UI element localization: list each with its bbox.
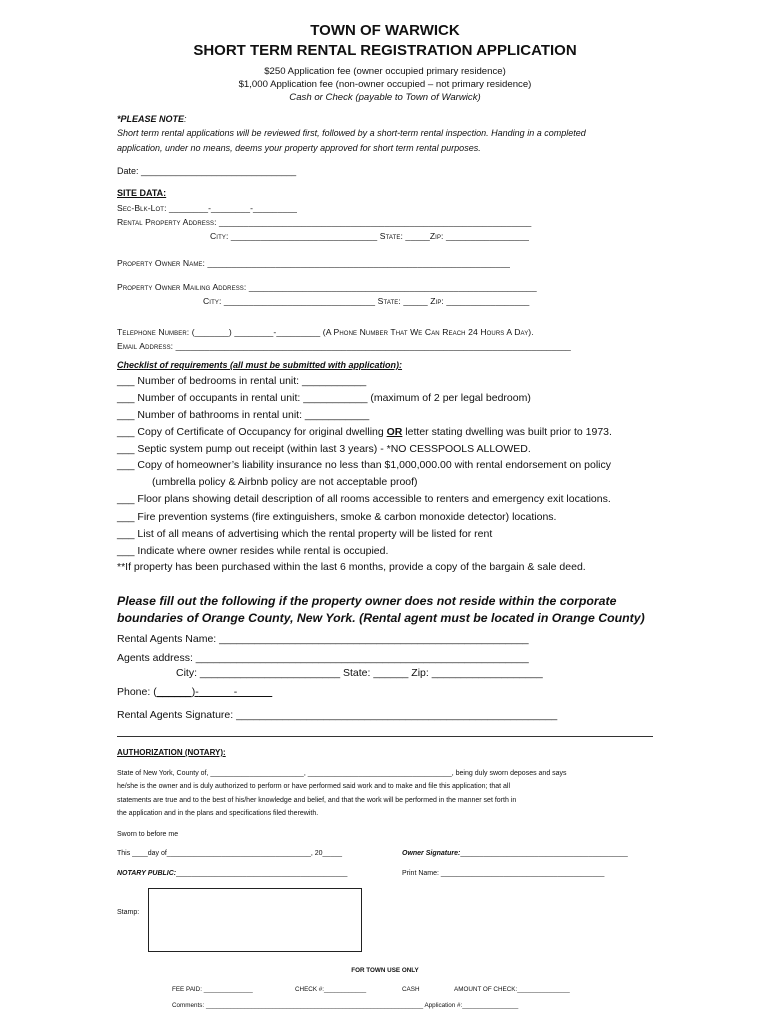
owner-signature-line: ___________________________________________ bbox=[460, 850, 628, 857]
notary-paragraph-line-4: the application and in the plans and specifications filed therewith. bbox=[117, 810, 319, 817]
agent-address-field[interactable]: Agents address: _________________________________________________________ bbox=[117, 652, 529, 664]
checklist-item-certificate-of-occupancy[interactable] bbox=[117, 426, 612, 438]
notary-paragraph-line-3: statements are true and to the best of his/her knowledge and belief, and that the work will be performed in the manner set forth in bbox=[117, 797, 517, 804]
cash-field[interactable]: CASH bbox=[402, 986, 420, 993]
telephone-field[interactable]: Telephone Number: (_______) ________-_________ (A Phone Number That We Can Reach 24 Hours A Day). bbox=[117, 327, 534, 337]
rental-city-state-zip-field[interactable]: City: ______________________________ State: _____Zip: _________________ bbox=[210, 231, 529, 241]
checklist-item-insurance[interactable]: ___ Copy of homeowner’s liability insurance no less than $1,000,000.00 with rental endorsement on policy bbox=[117, 459, 611, 471]
agent-name-field[interactable]: Rental Agents Name: _____________________________________________________ bbox=[117, 633, 529, 645]
site-data-heading: SITE DATA: bbox=[117, 188, 167, 198]
note-line-1: Short term rental applications will be reviewed first, followed by a short-term rental inspection. Handing in a completed bbox=[117, 128, 586, 138]
form-title: SHORT TERM RENTAL REGISTRATION APPLICATION bbox=[193, 42, 577, 59]
email-field[interactable]: Email Address: _________________________________________________________________________________ bbox=[117, 341, 571, 351]
notary-public-line: ____________________________________________ bbox=[176, 870, 348, 877]
checklist-item-advertising[interactable]: ___ List of all means of advertising which the rental property will be listed for rent bbox=[117, 528, 493, 540]
town-use-heading: FOR TOWN USE ONLY bbox=[351, 967, 419, 974]
note-label bbox=[117, 114, 187, 124]
agent-phone-prefix: Phone: ( bbox=[117, 686, 157, 698]
note-colon: : bbox=[184, 114, 187, 124]
checklist-deed-note: **If property has been purchased within the last 6 months, provide a copy of the bargain & sale deed. bbox=[117, 561, 586, 573]
checklist-item-owner-residence[interactable]: ___ Indicate where owner resides while rental is occupied. bbox=[117, 545, 389, 557]
checklist-item-bathrooms[interactable]: ___ Number of bathrooms in rental unit: ___________ bbox=[117, 409, 370, 421]
sec-blk-lot-field[interactable]: Sec-Blk-Lot: ________-________-_________ bbox=[117, 203, 297, 213]
agent-city-state-zip-field[interactable]: City: ________________________ State: ______ Zip: ___________________ bbox=[176, 667, 543, 679]
checklist-item-occupants[interactable]: ___ Number of occupants in rental unit: ___________ (maximum of 2 per legal bedroom) bbox=[117, 392, 531, 404]
co-or-emphasis: OR bbox=[386, 426, 403, 438]
notary-public-label: NOTARY PUBLIC: bbox=[117, 870, 177, 877]
check-number-field[interactable]: CHECK #:____________ bbox=[295, 986, 367, 993]
agent-heading-line-2: boundaries of Orange County, New York. (Rental agent must be located in Orange County) bbox=[117, 611, 645, 625]
agent-phone-field[interactable] bbox=[117, 686, 272, 698]
notary-paragraph-line-2: he/she is the owner and is duly authorized to perform or have performed said work and to make and file this application; that all bbox=[117, 783, 510, 790]
fee-non-owner-occupied: $1,000 Application fee (non-owner occupied – not primary residence) bbox=[238, 79, 532, 90]
fee-paid-field[interactable]: FEE PAID: ______________ bbox=[172, 986, 253, 993]
notary-paragraph-line-1[interactable]: State of New York, County of, ________________________, _____________________________________, being duly sworn deposes and says bbox=[117, 770, 567, 777]
co-text-b: letter stating dwelling was built prior to 1973. bbox=[402, 426, 612, 438]
owner-mailing-address-field[interactable]: Property Owner Mailing Address: ___________________________________________________________ bbox=[117, 282, 537, 292]
checklist-item-floor-plans[interactable]: ___ Floor plans showing detail description of all rooms accessible to renters and emergency exit locations. bbox=[117, 493, 611, 505]
section-divider bbox=[117, 736, 653, 737]
owner-name-field[interactable]: Property Owner Name: ______________________________________________________________ bbox=[117, 258, 511, 268]
checklist-item-fire-prevention[interactable]: ___ Fire prevention systems (fire extinguishers, smoke & carbon monoxide detector) locations. bbox=[117, 511, 557, 523]
note-label-text: *PLEASE NOTE bbox=[117, 114, 185, 124]
owner-signature-field[interactable] bbox=[402, 850, 628, 857]
checklist-item-insurance-note: (umbrella policy & Airbnb policy are not acceptable proof) bbox=[152, 476, 418, 488]
checklist-item-bedrooms[interactable]: ___ Number of bedrooms in rental unit: ___________ bbox=[117, 375, 367, 387]
print-name-field[interactable]: Print Name: __________________________________________ bbox=[402, 870, 605, 877]
sworn-date-field[interactable]: This ____day of_____________________________________, 20_____ bbox=[117, 850, 342, 857]
page-title: TOWN OF WARWICK bbox=[310, 22, 460, 39]
stamp-label: Stamp: bbox=[117, 909, 140, 916]
checklist-heading: Checklist of requirements (all must be submitted with application): bbox=[117, 360, 403, 370]
stamp-box[interactable] bbox=[148, 888, 362, 952]
date-field[interactable]: Date: _______________________________ bbox=[117, 166, 297, 176]
agent-signature-field[interactable]: Rental Agents Signature: _______________________________________________________ bbox=[117, 709, 558, 721]
fee-owner-occupied: $250 Application fee (owner occupied primary residence) bbox=[264, 66, 506, 77]
sworn-text: Sworn to before me bbox=[117, 831, 179, 838]
checklist-item-septic[interactable]: ___ Septic system pump out receipt (within last 3 years) - *NO CESSPOOLS ALLOWED. bbox=[117, 443, 531, 455]
notary-public-field[interactable] bbox=[117, 870, 347, 877]
agent-heading-line-1: Please fill out the following if the property owner does not reside within the corporate bbox=[117, 594, 617, 608]
rental-address-field[interactable]: Rental Property Address: ________________________________________________________________ bbox=[117, 217, 532, 227]
notary-heading: AUTHORIZATION (NOTARY): bbox=[117, 748, 226, 757]
agent-phone-number: - bbox=[198, 686, 273, 698]
payment-method: Cash or Check (payable to Town of Warwick) bbox=[289, 92, 481, 103]
co-text-a: ___ Copy of Certificate of Occupancy for original dwelling bbox=[117, 426, 387, 438]
amount-of-check-field[interactable]: AMOUNT OF CHECK:_______________ bbox=[454, 986, 570, 993]
comments-application-field[interactable]: Comments: ______________________________________________________________ Application #:________________ bbox=[172, 1002, 519, 1009]
note-line-2: application, under no means, deems your property approved for short term rental purposes. bbox=[117, 143, 481, 153]
agent-phone-area: ______)- bbox=[156, 686, 199, 698]
owner-signature-label: Owner Signature: bbox=[402, 850, 461, 857]
owner-city-state-zip-field[interactable]: City: _______________________________ State: _____ Zip: _________________ bbox=[203, 296, 530, 306]
